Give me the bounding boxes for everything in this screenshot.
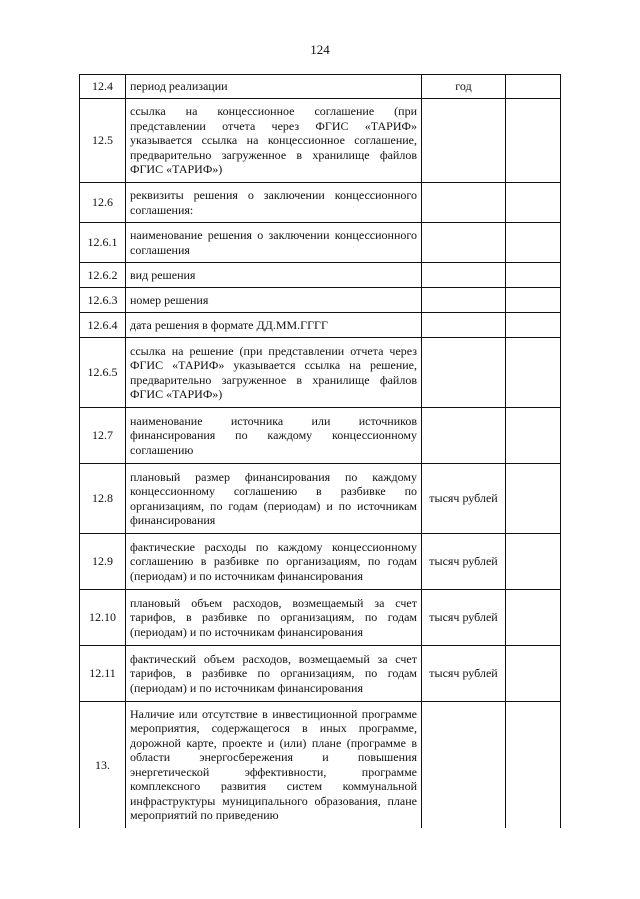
row-unit-cell bbox=[422, 288, 506, 313]
row-value-cell bbox=[506, 75, 561, 99]
row-value-cell bbox=[506, 263, 561, 288]
table-row bbox=[80, 590, 561, 646]
row-number-cell: 12.6.2 bbox=[80, 263, 126, 288]
row-value-cell bbox=[506, 464, 561, 534]
table-row bbox=[80, 313, 561, 338]
table-row bbox=[80, 183, 561, 223]
table-body bbox=[80, 75, 561, 828]
row-unit-cell bbox=[422, 223, 506, 263]
row-number-cell: 12.7 bbox=[80, 408, 126, 464]
table-row bbox=[80, 464, 561, 534]
row-value-cell bbox=[506, 702, 561, 828]
row-description-cell: номер решения bbox=[126, 288, 422, 313]
row-description-cell: ссылка на решение (при представлении отчета через ФГИС «ТАРИФ» указывается ссылка на решение, предварительно загруженное в хранилище файлов ФГИС «ТАРИФ») bbox=[126, 338, 422, 408]
report-table bbox=[79, 74, 561, 828]
row-number-cell: 12.4 bbox=[80, 75, 126, 99]
row-description-cell: наименование решения о заключении концессионного соглашения bbox=[126, 223, 422, 263]
row-description-cell: вид решения bbox=[126, 263, 422, 288]
row-number-cell: 12.6.3 bbox=[80, 288, 126, 313]
table-row bbox=[80, 99, 561, 183]
row-value-cell bbox=[506, 590, 561, 646]
row-value-cell bbox=[506, 408, 561, 464]
row-description-cell: фактический объем расходов, возмещаемый за счет тарифов, в разбивке по организациям, по годам (периодам) и по источникам финансирования bbox=[126, 646, 422, 702]
table-row bbox=[80, 75, 561, 99]
row-value-cell bbox=[506, 183, 561, 223]
table-row bbox=[80, 408, 561, 464]
row-description-cell: плановый объем расходов, возмещаемый за счет тарифов, в разбивке по организациям, по годам (периодам) и по источникам финансирования bbox=[126, 590, 422, 646]
row-number-cell: 12.5 bbox=[80, 99, 126, 183]
row-unit-cell: тысяч рублей bbox=[422, 590, 506, 646]
page-number: 124 bbox=[310, 42, 330, 57]
row-unit-cell bbox=[422, 338, 506, 408]
table-row bbox=[80, 646, 561, 702]
row-unit-cell bbox=[422, 408, 506, 464]
table-row bbox=[80, 263, 561, 288]
row-number-cell: 12.8 bbox=[80, 464, 126, 534]
row-unit-cell: тысяч рублей bbox=[422, 464, 506, 534]
table-row bbox=[80, 338, 561, 408]
row-unit-cell bbox=[422, 183, 506, 223]
row-unit-cell bbox=[422, 702, 506, 828]
row-number-cell: 12.6.5 bbox=[80, 338, 126, 408]
row-value-cell bbox=[506, 99, 561, 183]
row-description-cell: наименование источника или источников финансирования по каждому концессионному соглашению bbox=[126, 408, 422, 464]
row-value-cell bbox=[506, 338, 561, 408]
row-description-cell: фактические расходы по каждому концессионному соглашению в разбивке по организациям, по годам (периодам) и по источникам финансирования bbox=[126, 534, 422, 590]
row-description-cell: реквизиты решения о заключении концессионного соглашения: bbox=[126, 183, 422, 223]
row-unit-cell bbox=[422, 263, 506, 288]
row-number-cell: 13. bbox=[80, 702, 126, 828]
row-value-cell bbox=[506, 223, 561, 263]
row-value-cell bbox=[506, 646, 561, 702]
row-value-cell bbox=[506, 534, 561, 590]
table-row bbox=[80, 534, 561, 590]
row-unit-cell: год bbox=[422, 75, 506, 99]
row-value-cell bbox=[506, 288, 561, 313]
row-number-cell: 12.6 bbox=[80, 183, 126, 223]
row-unit-cell bbox=[422, 99, 506, 183]
row-description-cell: Наличие или отсутствие в инвестиционной программе мероприятия, содержащегося в иных программе, дорожной карте, проекте и (или) плане (программе в области энергосбережения и повышения энергетической эффективности, программе комплексного развития систем коммунальной инфраструктуры муниципального образования, плане мероприятий по приведению bbox=[126, 702, 422, 828]
row-number-cell: 12.10 bbox=[80, 590, 126, 646]
row-description-cell: период реализации bbox=[126, 75, 422, 99]
row-number-cell: 12.6.1 bbox=[80, 223, 126, 263]
table-row bbox=[80, 288, 561, 313]
row-number-cell: 12.11 bbox=[80, 646, 126, 702]
table-row bbox=[80, 223, 561, 263]
row-unit-cell: тысяч рублей bbox=[422, 646, 506, 702]
row-number-cell: 12.9 bbox=[80, 534, 126, 590]
row-description-cell: ссылка на концессионное соглашение (при представлении отчета через ФГИС «ТАРИФ» указывается ссылка на концессионное соглашение, предварительно загруженное в хранилище файлов ФГИС «ТАРИФ») bbox=[126, 99, 422, 183]
row-description-cell: плановый размер финансирования по каждому концессионному соглашению в разбивке по организациям, по годам (периодам) и по источникам финансирования bbox=[126, 464, 422, 534]
table-row bbox=[80, 702, 561, 828]
row-value-cell bbox=[506, 313, 561, 338]
row-number-cell: 12.6.4 bbox=[80, 313, 126, 338]
row-unit-cell: тысяч рублей bbox=[422, 534, 506, 590]
row-description-cell: дата решения в формате ДД.ММ.ГГГГ bbox=[126, 313, 422, 338]
row-unit-cell bbox=[422, 313, 506, 338]
